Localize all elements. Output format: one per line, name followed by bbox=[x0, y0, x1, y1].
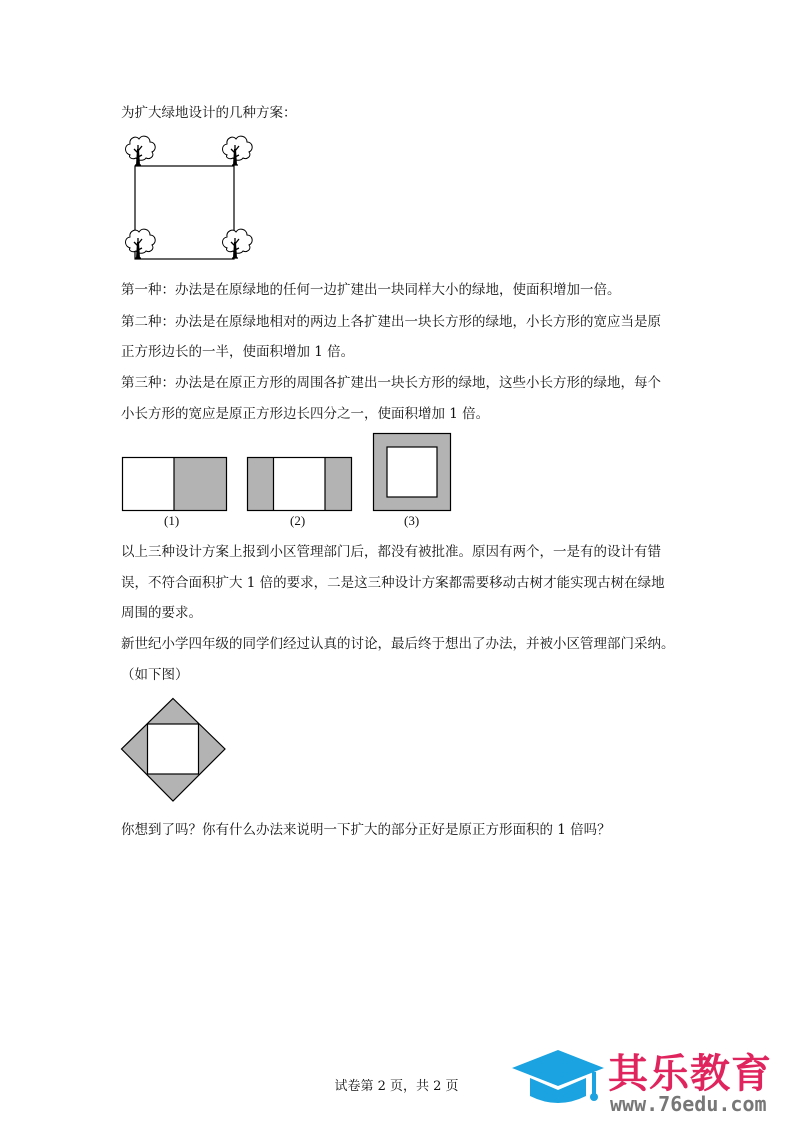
paragraph2-line-2: 误，不符合面积扩大 1 倍的要求，二是这三种设计方案都需要移动古树才能实现古树在绿地 bbox=[121, 575, 665, 591]
paragraph2-line-3: 周围的要求。 bbox=[121, 605, 202, 621]
tree-icon bbox=[215, 133, 255, 173]
method-3-line-1: 第三种：办法是在原正方形的周围各扩建出一块长方形的绿地，这些小长方形的绿地，每个 bbox=[121, 375, 661, 391]
intro-text: 为扩大绿地设计的几种方案： bbox=[121, 105, 297, 121]
paragraph3-line-2: （如下图） bbox=[121, 667, 189, 683]
tree-icon bbox=[126, 136, 156, 165]
figure-3 bbox=[373, 433, 451, 511]
method-2-line-1: 第二种：办法是在原绿地相对的两边上各扩建出一块长方形的绿地，小长方形的宽应当是原 bbox=[121, 314, 661, 330]
tree-icon bbox=[118, 226, 158, 266]
graduation-cap-icon bbox=[508, 1044, 608, 1114]
tree-icon bbox=[215, 226, 255, 266]
method-2-line-2: 正方形边长的一半，使面积增加 1 倍。 bbox=[121, 344, 355, 360]
figure-3-caption: (3) bbox=[404, 513, 420, 528]
method-3-line-2: 小长方形的宽应是原正方形边长四分之一，使面积增加 1 倍。 bbox=[121, 406, 490, 422]
paragraph3-line-1: 新世纪小学四年级的同学们经过认真的讨论，最后终于想出了办法，并被小区管理部门采纳。 bbox=[121, 636, 675, 652]
logo-title: 其乐教育 bbox=[608, 1051, 772, 1097]
figure-2-caption: (2) bbox=[290, 513, 306, 528]
page-footer: 试卷第 2 页，共 2 页 bbox=[334, 1079, 459, 1094]
figure-1-caption: (1) bbox=[164, 513, 180, 528]
diamond-figure bbox=[121, 698, 227, 802]
logo-url: www.76edu.com bbox=[610, 1092, 767, 1116]
question-text: 你想到了吗？你有什么办法来说明一下扩大的部分正好是原正方形面积的 1 倍吗？ bbox=[121, 822, 611, 838]
watermark-logo bbox=[508, 1040, 793, 1122]
figure-2 bbox=[247, 457, 353, 511]
figure-1 bbox=[122, 457, 228, 511]
method-1: 第一种：办法是在原绿地的任何一边扩建出一块同样大小的绿地，使面积增加一倍。 bbox=[121, 282, 621, 298]
paragraph2-line-1: 以上三种设计方案上报到小区管理部门后，都没有被批准。原因有两个，一是有的设计有错 bbox=[121, 544, 661, 560]
